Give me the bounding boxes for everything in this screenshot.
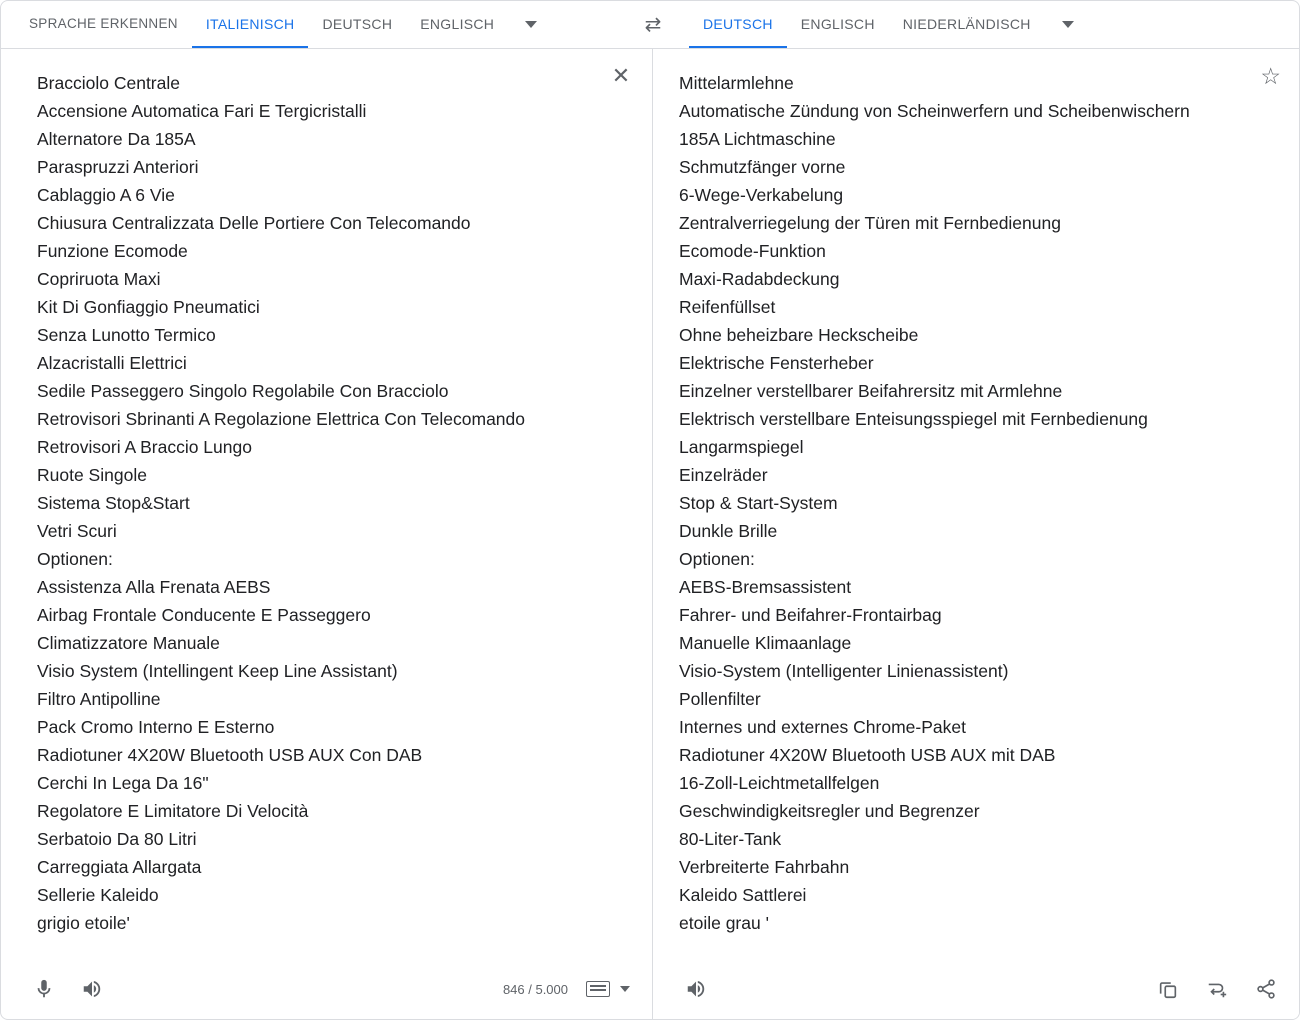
- target-more-languages-button[interactable]: [1045, 1, 1091, 48]
- source-line: Retrovisori A Braccio Lungo: [37, 437, 252, 457]
- source-line: Sellerie Kaleido: [37, 885, 159, 905]
- translated-line: Geschwindigkeitsregler und Begrenzer: [679, 801, 980, 821]
- translated-line: Mittelarmlehne: [679, 73, 794, 93]
- source-line: Chiusura Centralizzata Delle Portiere Con Telecomando: [37, 213, 471, 233]
- source-line: grigio etoile': [37, 913, 130, 933]
- target-pane: [653, 49, 1299, 1020]
- copy-icon[interactable]: [1157, 978, 1179, 1000]
- target-language-tabs: [677, 1, 1299, 48]
- suggest-edit-icon[interactable]: [1205, 978, 1229, 1000]
- chevron-down-icon: [525, 21, 537, 28]
- translated-line: Elektrisch verstellbare Enteisungsspiegel mit Fernbedienung: [679, 409, 1148, 429]
- translated-line: 80-Liter-Tank: [679, 829, 782, 849]
- source-line: Vetri Scuri: [37, 521, 117, 541]
- translated-line: Dunkle Brille: [679, 521, 778, 541]
- tab-source-english[interactable]: ENGLISCH: [420, 15, 495, 32]
- translated-line: Manuelle Klimaanlage: [679, 633, 852, 653]
- translated-line: Fahrer- und Beifahrer-Frontairbag: [679, 605, 942, 625]
- source-line: Alternatore Da 185A: [37, 129, 196, 149]
- source-line: Sedile Passeggero Singolo Regolabile Con Bracciolo: [37, 381, 449, 401]
- source-line: Retrovisori Sbrinanti A Regolazione Elettrica Con Telecomando: [37, 409, 526, 429]
- source-line: Optionen:: [37, 549, 113, 569]
- source-line: Senza Lunotto Termico: [37, 325, 216, 345]
- source-line: Accensione Automatica Fari E Tergicristalli: [37, 101, 367, 121]
- translated-line: Pollenfilter: [679, 689, 761, 709]
- tab-target-english[interactable]: ENGLISCH: [800, 15, 875, 32]
- source-line: Filtro Antipolline: [37, 689, 161, 709]
- translated-line: Maxi-Radabdeckung: [679, 269, 840, 289]
- translated-line: Automatische Zündung von Scheinwerfern und Scheibenwischern: [679, 101, 1190, 121]
- source-text[interactable]: [1, 49, 652, 958]
- source-line: Serbatoio Da 80 Litri: [37, 829, 197, 849]
- translated-line: 16-Zoll-Leichtmetallfelgen: [679, 773, 880, 793]
- source-line: Climatizzatore Manuale: [37, 633, 220, 653]
- translated-line: 185A Lichtmaschine: [679, 129, 836, 149]
- translation-panes: [1, 49, 1299, 1020]
- source-line: Alzacristalli Elettrici: [37, 353, 187, 373]
- translated-line: Visio-System (Intelligenter Linienassistent): [679, 661, 1009, 681]
- source-line: Cablaggio A 6 Vie: [37, 185, 175, 205]
- source-line: Radiotuner 4X20W Bluetooth USB AUX Con DAB: [37, 745, 423, 765]
- source-pane: [1, 49, 653, 1020]
- source-line: Paraspruzzi Anteriori: [37, 157, 199, 177]
- tab-source-german[interactable]: DEUTSCH: [322, 15, 393, 32]
- translated-line: Ecomode-Funktion: [679, 241, 826, 261]
- translated-line: Optionen:: [679, 549, 755, 569]
- translated-line: Verbreiterte Fahrbahn: [679, 857, 850, 877]
- translated-line: Ohne beheizbare Heckscheibe: [679, 325, 919, 345]
- keyboard-icon: [586, 981, 610, 997]
- microphone-icon[interactable]: [33, 978, 55, 1000]
- language-bar: [1, 1, 1299, 49]
- source-toolbar: [1, 958, 652, 1020]
- chevron-down-icon: [620, 986, 630, 992]
- translated-line: Einzelräder: [679, 465, 768, 485]
- translated-line: Kaleido Sattlerei: [679, 885, 807, 905]
- source-more-languages-button[interactable]: [508, 1, 554, 48]
- star-icon[interactable]: ☆: [1260, 63, 1281, 89]
- tab-source-italian[interactable]: ITALIENISCH: [192, 1, 309, 48]
- source-line: Cerchi In Lega Da 16": [37, 773, 209, 793]
- translated-line: Schmutzfänger vorne: [679, 157, 846, 177]
- close-icon[interactable]: ✕: [611, 63, 631, 88]
- share-icon[interactable]: [1255, 978, 1277, 1000]
- speaker-icon[interactable]: [685, 978, 707, 1000]
- source-line: Funzione Ecomode: [37, 241, 188, 261]
- translated-line: Reifenfüllset: [679, 297, 776, 317]
- speaker-icon[interactable]: [81, 978, 103, 1000]
- source-line: Visio System (Intellingent Keep Line Assistant): [37, 661, 398, 681]
- target-toolbar: [653, 958, 1299, 1020]
- translated-line: Internes und externes Chrome-Paket: [679, 717, 966, 737]
- swap-languages-icon: ⇄: [644, 13, 662, 36]
- translated-text: [653, 49, 1299, 958]
- source-line: Sistema Stop&Start: [37, 493, 190, 513]
- source-line: Copriruota Maxi: [37, 269, 161, 289]
- keyboard-button[interactable]: [586, 981, 630, 997]
- source-language-tabs: [1, 1, 629, 48]
- translated-line: AEBS-Bremsassistent: [679, 577, 852, 597]
- source-line: Pack Cromo Interno E Esterno: [37, 717, 275, 737]
- source-line: Bracciolo Centrale: [37, 73, 180, 93]
- character-counter: 846 / 5.000: [502, 981, 568, 997]
- source-line: Carreggiata Allargata: [37, 857, 202, 877]
- translated-line: Langarmspiegel: [679, 437, 804, 457]
- source-line: Airbag Frontale Conducente E Passeggero: [37, 605, 371, 625]
- chevron-down-icon: [1062, 21, 1074, 28]
- translated-line: Einzelner verstellbarer Beifahrersitz mit Armlehne: [679, 381, 1063, 401]
- translated-line: Elektrische Fensterheber: [679, 353, 874, 373]
- translated-line: Stop & Start-System: [679, 493, 838, 513]
- translated-line: 6-Wege-Verkabelung: [679, 185, 844, 205]
- translated-line: Zentralverriegelung der Türen mit Fernbedienung: [679, 213, 1061, 233]
- tab-target-dutch[interactable]: NIEDERLÄNDISCH: [902, 15, 1031, 32]
- source-line: Ruote Singole: [37, 465, 147, 485]
- source-line: Regolatore E Limitatore Di Velocità: [37, 801, 309, 821]
- tab-target-german[interactable]: DEUTSCH: [689, 1, 787, 48]
- translated-line: etoile grau ': [679, 913, 769, 933]
- swap-languages-button[interactable]: [629, 1, 677, 48]
- translated-line: Radiotuner 4X20W Bluetooth USB AUX mit DAB: [679, 745, 1056, 765]
- source-line: Assistenza Alla Frenata AEBS: [37, 577, 271, 597]
- source-line: Kit Di Gonfiaggio Pneumatici: [37, 297, 260, 317]
- tab-detect-language[interactable]: SPRACHE ERKENNEN: [29, 16, 178, 31]
